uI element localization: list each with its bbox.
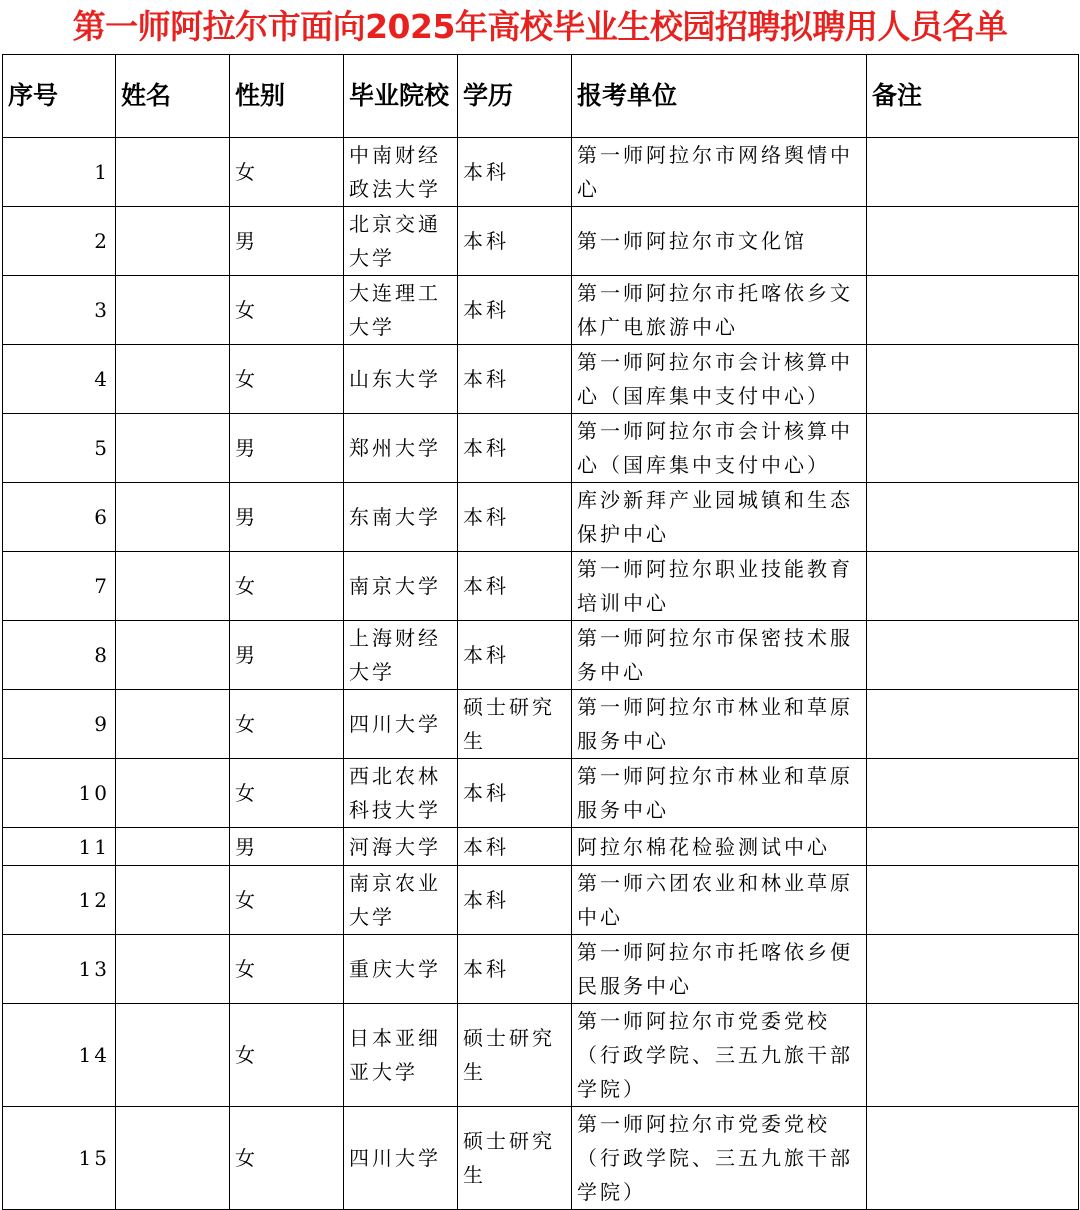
row-name [116, 483, 230, 552]
row-index: 3 [3, 276, 116, 345]
row-name [116, 759, 230, 828]
row-index: 9 [3, 690, 116, 759]
row-name [116, 1004, 230, 1107]
row-index: 10 [3, 759, 116, 828]
row-gender: 女 [230, 1004, 344, 1107]
row-unit: 阿拉尔棉花检验测试中心 [572, 828, 867, 866]
row-education: 本科 [458, 276, 572, 345]
row-name [116, 138, 230, 207]
row-name [116, 866, 230, 935]
row-school: 四川大学 [344, 690, 458, 759]
row-education: 本科 [458, 552, 572, 621]
row-note [867, 345, 1079, 414]
row-name [116, 345, 230, 414]
row-school: 日本亚细亚大学 [344, 1004, 458, 1107]
header-school: 毕业院校 [344, 55, 458, 138]
row-note [867, 138, 1079, 207]
row-index: 6 [3, 483, 116, 552]
row-gender: 女 [230, 759, 344, 828]
row-education: 硕士研究生 [458, 1004, 572, 1107]
row-gender: 女 [230, 866, 344, 935]
row-gender: 女 [230, 552, 344, 621]
row-school: 西北农林科技大学 [344, 759, 458, 828]
row-school: 河海大学 [344, 828, 458, 866]
row-index: 5 [3, 414, 116, 483]
row-note [867, 207, 1079, 276]
row-gender: 女 [230, 138, 344, 207]
header-unit: 报考单位 [572, 55, 867, 138]
row-gender: 男 [230, 828, 344, 866]
row-note [867, 759, 1079, 828]
table-row [3, 138, 1079, 207]
row-education: 硕士研究生 [458, 690, 572, 759]
row-education: 本科 [458, 866, 572, 935]
table-row [3, 690, 1079, 759]
row-unit: 第一师阿拉尔市党委党校（行政学院、三五九旅干部学院） [572, 1004, 867, 1107]
row-note [867, 552, 1079, 621]
header-education: 学历 [458, 55, 572, 138]
table-row [3, 483, 1079, 552]
row-school: 南京大学 [344, 552, 458, 621]
row-school: 上海财经大学 [344, 621, 458, 690]
row-gender: 女 [230, 690, 344, 759]
table-row [3, 935, 1079, 1004]
row-name [116, 828, 230, 866]
table-row [3, 345, 1079, 414]
row-education: 硕士研究生 [458, 1107, 572, 1210]
row-gender: 女 [230, 1107, 344, 1210]
row-note [867, 276, 1079, 345]
row-school: 山东大学 [344, 345, 458, 414]
row-index: 15 [3, 1107, 116, 1210]
row-note [867, 414, 1079, 483]
row-name [116, 935, 230, 1004]
table-row [3, 207, 1079, 276]
row-name [116, 207, 230, 276]
row-name [116, 1107, 230, 1210]
row-unit: 库沙新拜产业园城镇和生态保护中心 [572, 483, 867, 552]
row-unit: 第一师阿拉尔市文化馆 [572, 207, 867, 276]
row-school: 大连理工大学 [344, 276, 458, 345]
roster-table [2, 54, 1079, 1210]
row-note [867, 866, 1079, 935]
row-school: 中南财经政法大学 [344, 138, 458, 207]
row-education: 本科 [458, 345, 572, 414]
row-note [867, 690, 1079, 759]
row-unit: 第一师阿拉尔市保密技术服务中心 [572, 621, 867, 690]
row-unit: 第一师阿拉尔职业技能教育培训中心 [572, 552, 867, 621]
header-note: 备注 [867, 55, 1079, 138]
row-index: 7 [3, 552, 116, 621]
row-note [867, 483, 1079, 552]
row-school: 郑州大学 [344, 414, 458, 483]
header-row [3, 55, 1079, 138]
row-unit: 第一师阿拉尔市林业和草原服务中心 [572, 759, 867, 828]
table-row [3, 621, 1079, 690]
row-education: 本科 [458, 138, 572, 207]
row-index: 2 [3, 207, 116, 276]
row-unit: 第一师阿拉尔市会计核算中心（国库集中支付中心） [572, 414, 867, 483]
row-education: 本科 [458, 935, 572, 1004]
row-name [116, 690, 230, 759]
row-note [867, 935, 1079, 1004]
row-school: 东南大学 [344, 483, 458, 552]
row-education: 本科 [458, 828, 572, 866]
row-index: 12 [3, 866, 116, 935]
row-index: 14 [3, 1004, 116, 1107]
row-education: 本科 [458, 414, 572, 483]
row-education: 本科 [458, 621, 572, 690]
row-note [867, 828, 1079, 866]
row-gender: 女 [230, 345, 344, 414]
row-gender: 女 [230, 935, 344, 1004]
row-unit: 第一师阿拉尔市托喀依乡便民服务中心 [572, 935, 867, 1004]
table-row [3, 759, 1079, 828]
table-row [3, 866, 1079, 935]
row-school: 南京农业大学 [344, 866, 458, 935]
header-index: 序号 [3, 55, 116, 138]
row-gender: 男 [230, 483, 344, 552]
row-name [116, 414, 230, 483]
row-note [867, 621, 1079, 690]
header-name: 姓名 [116, 55, 230, 138]
table-row [3, 552, 1079, 621]
row-school: 重庆大学 [344, 935, 458, 1004]
row-school: 四川大学 [344, 1107, 458, 1210]
row-name [116, 552, 230, 621]
table-row [3, 828, 1079, 866]
table-row [3, 276, 1079, 345]
row-unit: 第一师阿拉尔市托喀依乡文体广电旅游中心 [572, 276, 867, 345]
table-row [3, 1004, 1079, 1107]
row-index: 1 [3, 138, 116, 207]
table-row [3, 414, 1079, 483]
row-school: 北京交通大学 [344, 207, 458, 276]
row-gender: 女 [230, 276, 344, 345]
row-gender: 男 [230, 414, 344, 483]
row-index: 11 [3, 828, 116, 866]
row-note [867, 1107, 1079, 1210]
row-unit: 第一师阿拉尔市党委党校（行政学院、三五九旅干部学院） [572, 1107, 867, 1210]
row-name [116, 621, 230, 690]
row-education: 本科 [458, 759, 572, 828]
page-title: 第一师阿拉尔市面向2025年高校毕业生校园招聘拟聘用人员名单 [72, 7, 1008, 46]
row-education: 本科 [458, 483, 572, 552]
row-gender: 男 [230, 621, 344, 690]
row-unit: 第一师六团农业和林业草原中心 [572, 866, 867, 935]
row-unit: 第一师阿拉尔市会计核算中心（国库集中支付中心） [572, 345, 867, 414]
row-index: 13 [3, 935, 116, 1004]
row-index: 4 [3, 345, 116, 414]
row-index: 8 [3, 621, 116, 690]
row-education: 本科 [458, 207, 572, 276]
row-name [116, 276, 230, 345]
row-gender: 男 [230, 207, 344, 276]
table-row [3, 1107, 1079, 1210]
row-unit: 第一师阿拉尔市网络舆情中心 [572, 138, 867, 207]
row-unit: 第一师阿拉尔市林业和草原服务中心 [572, 690, 867, 759]
row-note [867, 1004, 1079, 1107]
header-gender: 性别 [230, 55, 344, 138]
